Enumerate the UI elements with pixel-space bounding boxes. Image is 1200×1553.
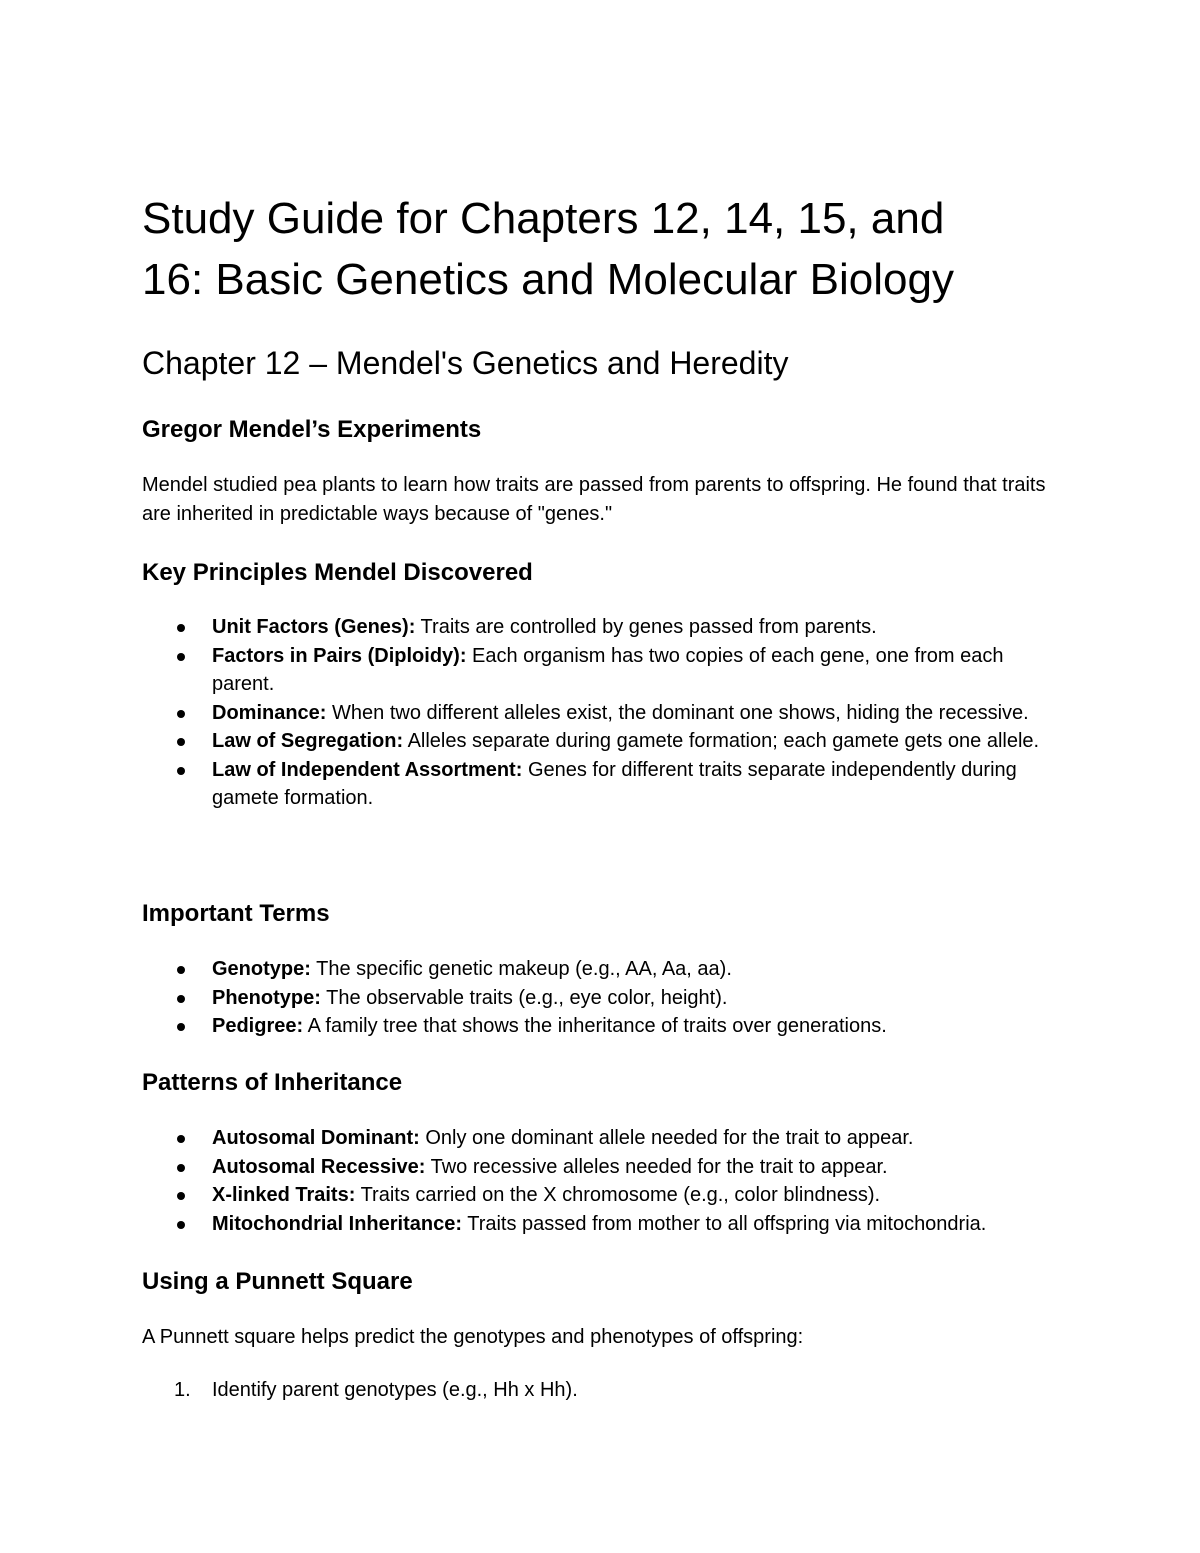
term-label: Pedigree:: [212, 1015, 304, 1037]
bullet-icon: [177, 1023, 185, 1031]
bullet-icon: [177, 710, 185, 718]
term-label: Unit Factors (Genes):: [212, 616, 416, 638]
list-item: [142, 1210, 1062, 1239]
punnett-steps-list: [142, 1376, 1062, 1405]
list-item: [142, 1376, 1062, 1405]
bullet-icon: [177, 966, 185, 974]
bullet-icon: [177, 653, 185, 661]
term-description: When two different alleles exist, the dominant one shows, hiding the recessive.: [326, 701, 1029, 724]
term-label: Law of Independent Assortment:: [212, 758, 523, 781]
patterns-list: [142, 1124, 1062, 1238]
bullet-icon: [177, 1135, 185, 1143]
term-description: Traits are controlled by genes passed from parents.: [415, 616, 877, 638]
document-title: [142, 188, 1062, 310]
title-line-1: Study Guide for Chapters 12, 14, 15, and: [142, 194, 945, 243]
bullet-icon: [177, 1164, 185, 1172]
term-description: A family tree that shows the inheritance of traits over generations.: [303, 1015, 887, 1037]
term-label: X-linked Traits:: [212, 1184, 356, 1206]
experiments-heading: Gregor Mendel’s Experiments: [142, 416, 482, 443]
list-item: [142, 699, 1062, 728]
patterns-heading: Patterns of Inheritance: [142, 1069, 403, 1096]
list-item: [142, 984, 1062, 1013]
bullet-icon: [177, 1192, 185, 1200]
step-text: Identify parent genotypes (e.g., Hh x Hh).: [212, 1379, 578, 1401]
term-label: Dominance:: [212, 701, 327, 724]
list-item: [142, 642, 1062, 699]
bullet-icon: [177, 624, 185, 632]
term-label: Mitochondrial Inheritance:: [212, 1212, 463, 1235]
term-description: The specific genetic makeup (e.g., AA, Aa, aa).: [310, 958, 732, 980]
term-label: Phenotype:: [212, 986, 321, 1009]
term-description: Alleles separate during gamete formation; each gamete gets one allele.: [403, 730, 1040, 752]
term-description: Only one dominant allele needed for the trait to appear.: [419, 1127, 914, 1149]
list-item: [142, 613, 1062, 642]
punnett-paragraph: A Punnett square helps predict the genotypes and phenotypes of offspring:: [142, 1326, 804, 1348]
list-item: [142, 1153, 1062, 1182]
bullet-icon: [177, 995, 185, 1003]
list-item: [142, 1181, 1062, 1210]
list-item: [142, 1124, 1062, 1153]
term-description: The observable traits (e.g., eye color, height).: [320, 986, 728, 1009]
term-label: Autosomal Recessive:: [212, 1155, 426, 1178]
principles-list: [142, 613, 1062, 813]
term-label: Law of Segregation:: [212, 730, 404, 752]
list-item: [142, 727, 1062, 756]
principles-heading: Key Principles Mendel Discovered: [142, 559, 533, 586]
term-description: Two recessive alleles needed for the trait to appear.: [425, 1155, 888, 1178]
list-item: [142, 1012, 1062, 1041]
bullet-icon: [177, 1221, 185, 1229]
important-terms-list: [142, 955, 1062, 1041]
term-description: Genes for different traits separate independently during gamete formation.: [212, 758, 1017, 809]
list-item: [142, 756, 1062, 813]
step-number: 1.: [174, 1379, 191, 1401]
term-label: Genotype:: [212, 958, 311, 980]
experiments-paragraph: Mendel studied pea plants to learn how traits are passed from parents to offspring. He found that traits are inherited in predictable ways because of "genes.": [142, 474, 1046, 525]
bullet-icon: [177, 738, 185, 746]
term-description: Each organism has two copies of each gene, one from each parent.: [212, 644, 1004, 695]
term-label: Autosomal Dominant:: [212, 1127, 420, 1149]
term-label: Factors in Pairs (Diploidy):: [212, 644, 467, 667]
punnett-heading: Using a Punnett Square: [142, 1268, 413, 1295]
bullet-icon: [177, 767, 185, 775]
chapter-12-heading: Chapter 12 – Mendel's Genetics and Heredity: [142, 345, 789, 381]
term-description: Traits passed from mother to all offspring via mitochondria.: [462, 1212, 987, 1235]
term-description: Traits carried on the X chromosome (e.g., color blindness).: [355, 1184, 881, 1206]
title-line-2: 16: Basic Genetics and Molecular Biology: [142, 255, 954, 304]
important-terms-heading: Important Terms: [142, 900, 330, 927]
list-item: [142, 955, 1062, 984]
